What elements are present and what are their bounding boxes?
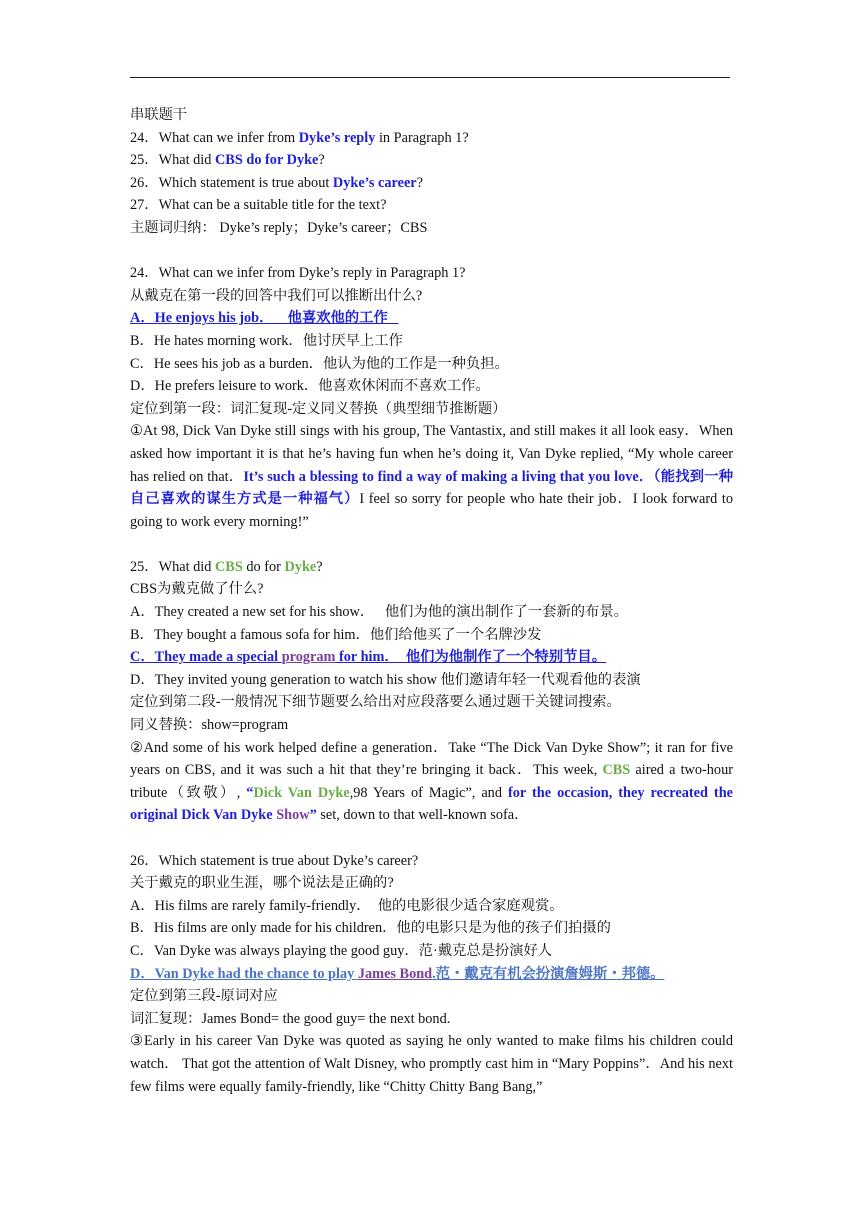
q26-locate: 定位到第三段-原词对应 <box>130 988 278 1005</box>
q26-translation: 关于戴克的职业生涯，哪个说法是正确的? <box>130 875 394 892</box>
q24-question: 24．What can we infer from Dyke’s reply in Paragraph 1? <box>130 265 466 282</box>
stem-q24: 24．What can we infer from Dyke’s reply in Paragraph 1? <box>130 129 469 146</box>
q24-paragraph: ①At 98, Dick Van Dyke still sings with his group, The Vantastix, and still makes it all look easy．When asked how important it is that he’s having fun when he’s doing it, Van Dyke replied, “My whole career has relied on that．It’s such a blessing to find a way of making a living that you love．（能找到一种自己喜欢的谋生方式是一种福气）I feel so sorry for people who hate their job．I look forward to going to work every morning!” <box>130 423 733 530</box>
q25-option-c: C．They made a special program for him． 他们为他制作了一个特别节目。 <box>130 649 607 666</box>
q25-option-b: B．They bought a famous sofa for him．他们给他买了一个名牌沙发 <box>130 626 542 643</box>
q26-vocab: 词汇复现：James Bond= the good guy= the next bond. <box>130 1010 451 1027</box>
q25-synonym: 同义替换：show=program <box>130 717 289 734</box>
q24-option-d: D．He prefers leisure to work．他喜欢休闲而不喜欢工作。 <box>130 378 490 395</box>
q26-option-a: A．His films are rarely family-friendly． 他的电影很少适合家庭观赏。 <box>130 897 564 914</box>
q24-option-b: B．He hates morning work．他讨厌早上工作 <box>130 332 403 349</box>
q25-paragraph: ②And some of his work helped define a generation．Take “The Dick Van Dyke Show”; it ran for five years on CBS, and it was such a hit that they’re bringing it back．This week, CBS aired a two-hour tribute（致敬）, “Dick Van Dyke,98 Years of Magic”, and for the occasion, they recreated the original Dick Van Dyke Show” set, down to that well-known sofa． <box>130 739 733 824</box>
q26-option-d: D．Van Dyke had the chance to play James Bond.范・戴克有机会扮演詹姆斯・邦德。 <box>130 965 665 982</box>
stem-q27: 27．What can be a suitable title for the text? <box>130 197 387 214</box>
q26-paragraph: ③Early in his career Van Dyke was quoted as saying he only wanted to make films his children could watch． That got the attention of Walt Disney, who promptly cast him in “Mary Poppins”．And his next few films were equally family-friendly, like “Chitty Chitty Bang Bang,” <box>130 1033 733 1095</box>
document-body <box>130 104 733 1098</box>
q24-translation: 从戴克在第一段的回答中我们可以推断出什么? <box>130 287 423 304</box>
q24-locate: 定位到第一段：词汇复现-定义同义替换（典型细节推断题） <box>130 400 507 417</box>
q25-option-a: A．They created a new set for his show． 他们为他的演出制作了一套新的布景。 <box>130 604 628 621</box>
stem-q25: 25．What did CBS do for Dyke? <box>130 152 325 169</box>
q25-locate: 定位到第二段-一般情况下细节题要么给出对应段落要么通过题干关键词搜索。 <box>130 694 621 711</box>
q25-question: 25．What did CBS do for Dyke? <box>130 558 323 575</box>
q25-option-d: D．They invited young generation to watch his show 他们邀请年轻一代观看他的表演 <box>130 671 641 688</box>
header-rule <box>130 77 730 78</box>
q24-option-c: C．He sees his job as a burden．他认为他的工作是一种负担。 <box>130 355 509 372</box>
q26-question: 26．Which statement is true about Dyke’s career? <box>130 852 419 869</box>
q26-option-c: C．Van Dyke was always playing the good guy．范·戴克总是扮演好人 <box>130 942 553 959</box>
q25-translation: CBS为戴克做了什么? <box>130 581 264 598</box>
keyword-summary: 主题词归纳： Dyke’s reply；Dyke’s career；CBS <box>130 219 428 236</box>
q26-option-b: B．His films are only made for his children．他的电影只是为他的孩子们拍摄的 <box>130 920 611 937</box>
q24-option-a: A．He enjoys his job． 他喜欢他的工作 <box>130 310 399 327</box>
stem-q26: 26．Which statement is true about Dyke’s career? <box>130 174 424 191</box>
section-title: 串联题干 <box>130 107 188 123</box>
